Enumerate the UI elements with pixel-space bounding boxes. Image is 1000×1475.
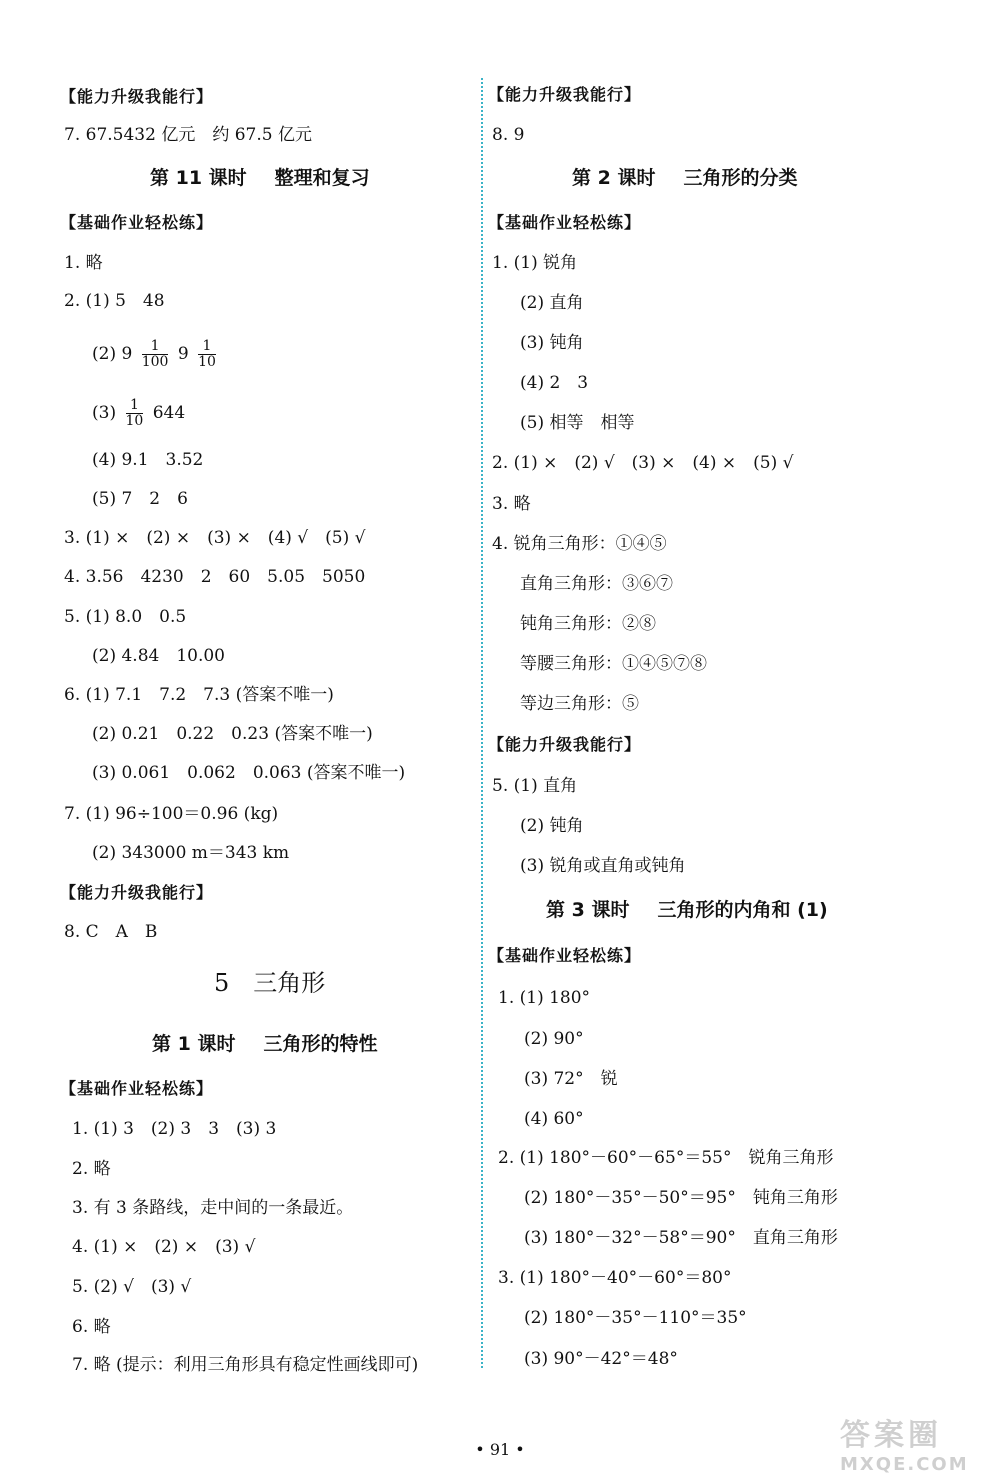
lesson-number: 第 2 课时 (572, 167, 656, 189)
answer-line: 2. (1) × (2) √ (3) × (4) × (5) √ (492, 453, 794, 473)
answer-line: 1. 略 (64, 253, 103, 273)
answer-line: 2. 略 (72, 1159, 111, 1179)
answer-line: 3. 有 3 条路线，走中间的一条最近。 (72, 1198, 354, 1218)
column-divider (481, 78, 483, 1368)
answer-line: 2. (1) 180°－60°－65°＝55° 锐角三角形 (498, 1148, 834, 1168)
fraction: $\frac{1}{100}$ (141, 338, 169, 370)
section-header: 【能力升级我能行】 (488, 735, 642, 754)
lesson-number: 第 1 课时 (152, 1033, 236, 1055)
lesson-name: 三角形的特性 (263, 1033, 378, 1055)
answer-line: (3) 180°－32°－58°＝90° 直角三角形 (524, 1228, 838, 1248)
answer-line: (4) 9.1 3.52 (92, 450, 204, 470)
answer-line: 7. (1) 96÷100＝0.96 (kg) (64, 804, 279, 824)
answer-line: 1. (1) 锐角 (492, 253, 578, 273)
answer-line: 3. (1) 180°－40°－60°＝80° (498, 1268, 732, 1288)
answer-line: 3. 略 (492, 494, 531, 514)
answer-line: (2) 钝角 (520, 816, 584, 836)
lesson-title (572, 167, 797, 189)
lesson-name: 整理和复习 (274, 167, 370, 189)
lesson-title (150, 167, 370, 189)
answer-line: (2) 90° (524, 1029, 584, 1049)
answer-line: (2) 4.84 10.00 (92, 646, 226, 666)
answer-line-fraction: (3) $\frac{1}{10}$ 644 (92, 397, 186, 429)
answer-line: (2) 180°－35°－110°＝35° (524, 1308, 747, 1328)
fraction: $\frac{1}{10}$ (198, 338, 216, 370)
answer-line: (5) 相等 相等 (520, 413, 635, 433)
lesson-name: 三角形的内角和 (1) (657, 899, 828, 921)
watermark-text: 答案圈 (840, 1418, 942, 1453)
answer-line: (2) 180°－35°－50°＝95° 钝角三角形 (524, 1188, 838, 1208)
watermark-url: MXQE.COM (840, 1454, 969, 1475)
answer-line: 8. 9 (492, 125, 525, 145)
answer-line: 1. (1) 3 (2) 3 3 (3) 3 (72, 1119, 277, 1139)
lesson-name: 三角形的分类 (683, 167, 798, 189)
fraction: $\frac{1}{10}$ (125, 397, 144, 429)
page-number: • 91 • (475, 1440, 525, 1459)
answer-line: 2. (1) 5 48 (64, 291, 165, 311)
watermark-logo (840, 1410, 990, 1475)
answer-line: (2) 0.21 0.22 0.23 (答案不唯一) (92, 724, 373, 744)
answer-line: 7. 67.5432 亿元 约 67.5 亿元 (64, 125, 312, 145)
answer-line: 8. C A B (64, 922, 158, 942)
answer-line: (3) 0.061 0.062 0.063 (答案不唯一) (92, 763, 406, 783)
section-header: 【基础作业轻松练】 (488, 946, 642, 965)
section-header: 【能力升级我能行】 (60, 87, 214, 106)
answer-line: (4) 60° (524, 1109, 584, 1129)
lesson-number: 第 3 课时 (546, 899, 630, 921)
answer-line: (2) 直角 (520, 293, 584, 313)
answer-line: 4. 锐角三角形：①④⑤ (492, 534, 667, 554)
answer-line: 直角三角形：③⑥⑦ (520, 574, 673, 594)
chapter-title: 5 三角形 (214, 969, 326, 997)
answer-line: 钝角三角形：②⑧ (520, 614, 656, 634)
section-header: 【基础作业轻松练】 (488, 213, 642, 232)
answer-line: (3) 锐角或直角或钝角 (520, 856, 686, 876)
section-header: 【能力升级我能行】 (488, 85, 642, 104)
answer-line: 6. (1) 7.1 7.2 7.3 (答案不唯一) (64, 685, 334, 705)
answer-line: 4. (1) × (2) × (3) √ (72, 1237, 256, 1257)
answer-line: 5. (2) √ (3) √ (72, 1277, 192, 1297)
answer-line: (3) 90°－42°＝48° (524, 1349, 678, 1369)
lesson-title (546, 899, 828, 921)
answer-line: 6. 略 (72, 1317, 111, 1337)
lesson-title (152, 1033, 377, 1055)
answer-line: 等腰三角形：①④⑤⑦⑧ (520, 654, 707, 674)
answer-line: (2) 343000 m＝343 km (92, 843, 290, 863)
section-header: 【基础作业轻松练】 (60, 213, 214, 232)
answer-line: 5. (1) 8.0 0.5 (64, 607, 187, 627)
answer-line: (5) 7 2 6 (92, 489, 188, 509)
lesson-number: 第 11 课时 (150, 167, 247, 189)
answer-line: 7. 略 (提示：利用三角形具有稳定性画线即可) (72, 1355, 419, 1375)
answer-line: 1. (1) 180° (498, 988, 591, 1008)
answer-line: 3. (1) × (2) × (3) × (4) √ (5) √ (64, 528, 366, 548)
answer-line: 等边三角形：⑤ (520, 694, 639, 714)
answer-line: (3) 钝角 (520, 333, 584, 353)
section-header: 【能力升级我能行】 (60, 883, 214, 902)
section-header: 【基础作业轻松练】 (60, 1079, 214, 1098)
answer-line: (3) 72° 锐 (524, 1069, 618, 1089)
answer-line: 5. (1) 直角 (492, 776, 578, 796)
answer-line-fraction: (2) 9 $\frac{1}{100}$ 9 $\frac{1}{10}$ (92, 338, 216, 370)
answer-line: 4. 3.56 4230 2 60 5.05 5050 (64, 567, 366, 587)
answer-line: (4) 2 3 (520, 373, 589, 393)
